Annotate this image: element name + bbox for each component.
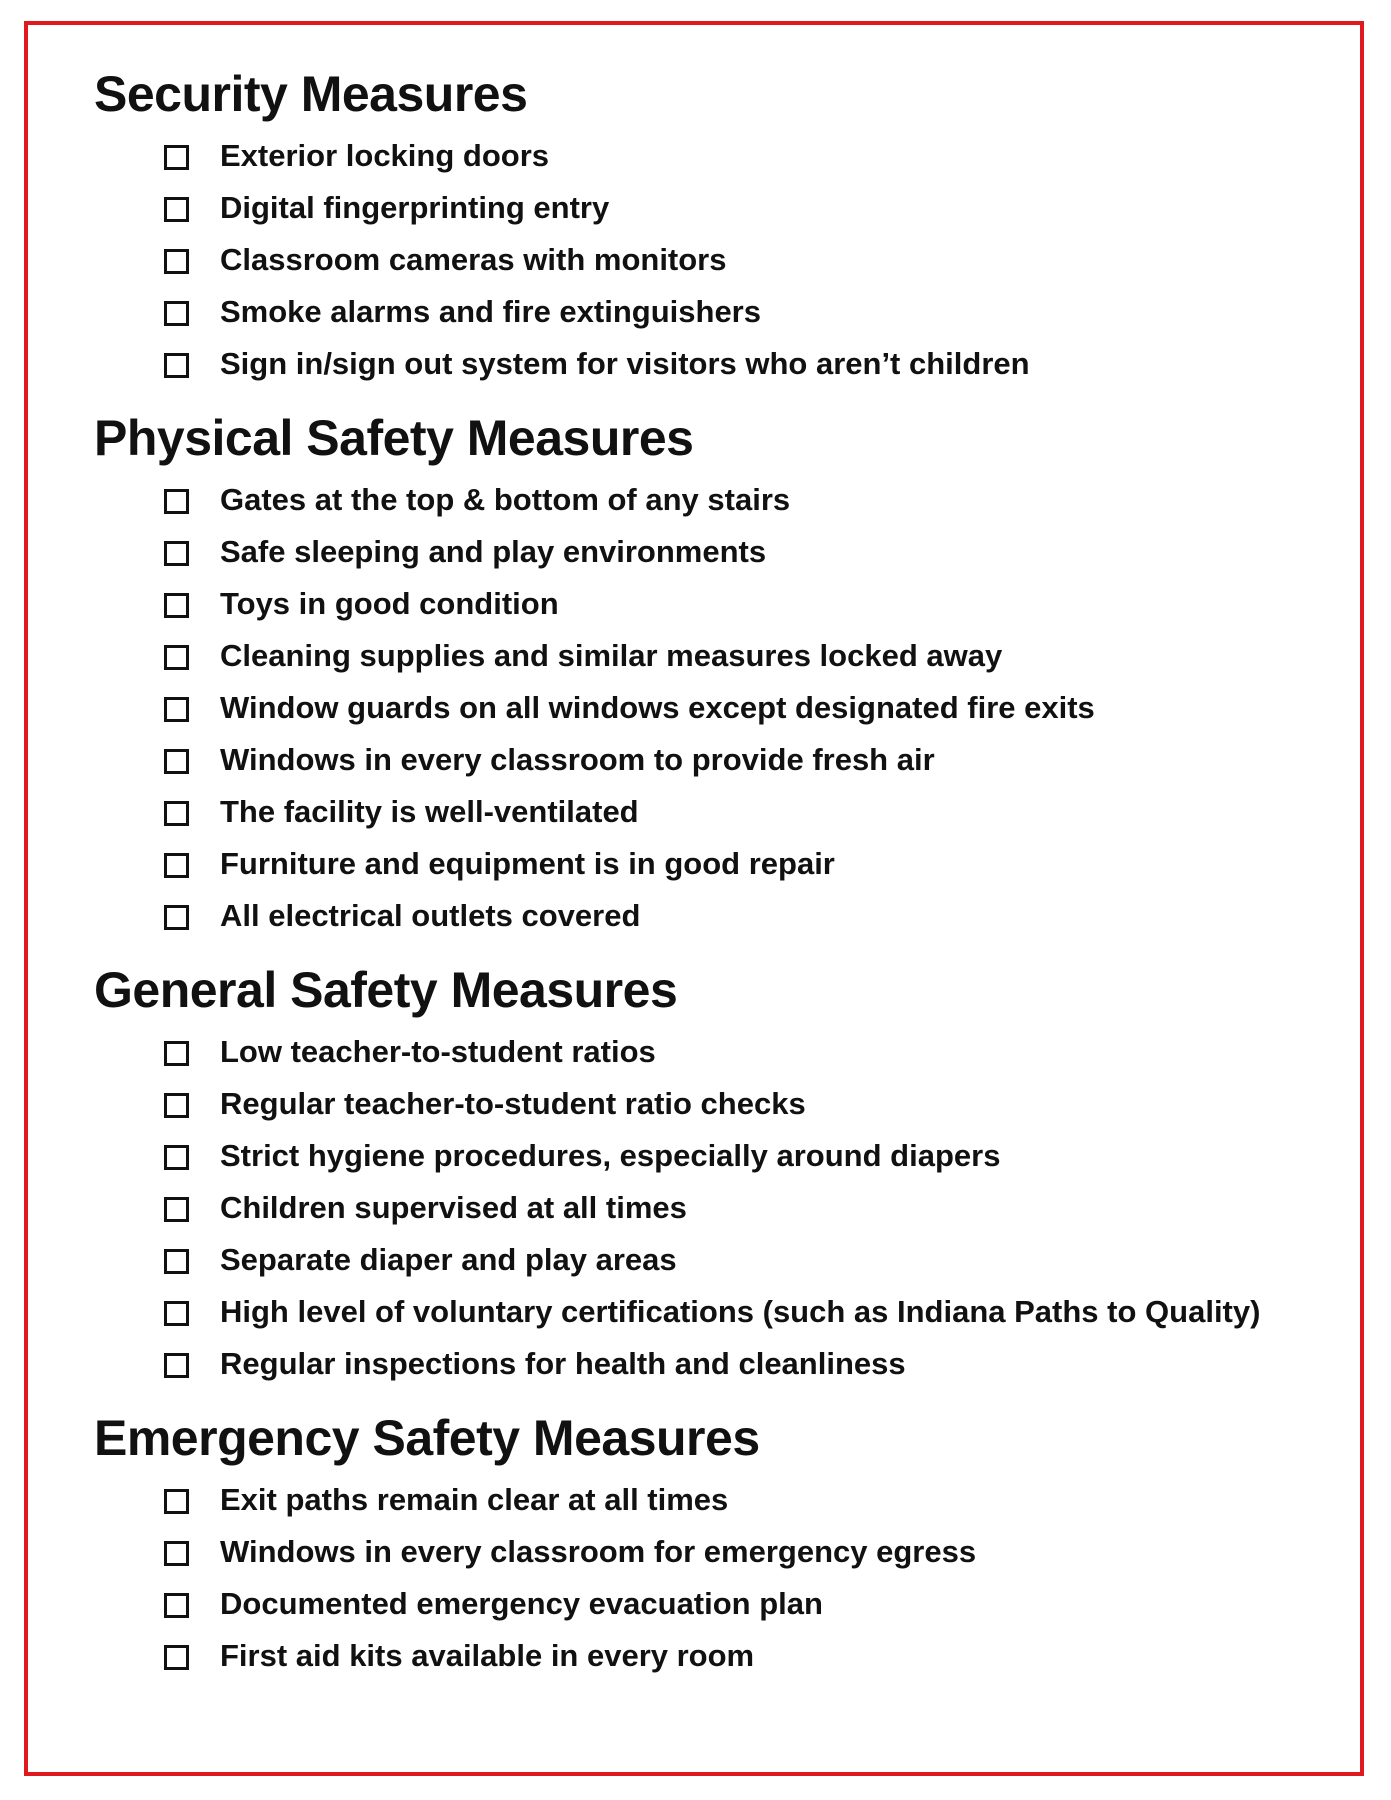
checklist-item — [94, 578, 1334, 630]
item-label: High level of voluntary certifications (such as Indiana Paths to Quality) — [220, 1294, 1261, 1329]
checkbox[interactable] — [164, 1093, 189, 1118]
checklist-item — [94, 1630, 1334, 1682]
checkbox[interactable] — [164, 593, 189, 618]
item-label: Classroom cameras with monitors — [220, 242, 727, 277]
section-title: Security Measures — [94, 66, 528, 122]
item-label: Cleaning supplies and similar measures locked away — [220, 638, 1003, 673]
checklist-item — [94, 1130, 1334, 1182]
checkbox[interactable] — [164, 541, 189, 566]
checklist-document — [94, 58, 1334, 1682]
item-label: Separate diaper and play areas — [220, 1242, 677, 1277]
emergency-safety-measures-section — [94, 1402, 1334, 1682]
section-title: General Safety Measures — [94, 962, 678, 1018]
checkbox[interactable] — [164, 749, 189, 774]
checkbox[interactable] — [164, 301, 189, 326]
checklist-item — [94, 1182, 1334, 1234]
item-label: Exit paths remain clear at all times — [220, 1482, 729, 1517]
checklist-item — [94, 630, 1334, 682]
checklist-item — [94, 1234, 1334, 1286]
item-label: Windows in every classroom for emergency egress — [220, 1534, 977, 1569]
section-title: Emergency Safety Measures — [94, 1410, 760, 1466]
item-label: Exterior locking doors — [220, 138, 550, 173]
checkbox[interactable] — [164, 645, 189, 670]
checklist-item — [94, 1286, 1334, 1338]
checklist — [94, 474, 1334, 942]
checklist-item — [94, 182, 1334, 234]
checkbox[interactable] — [164, 489, 189, 514]
checkbox[interactable] — [164, 249, 189, 274]
checklist-item — [94, 130, 1334, 182]
checkbox[interactable] — [164, 853, 189, 878]
checklist-item — [94, 890, 1334, 942]
item-label: Strict hygiene procedures, especially around diapers — [220, 1138, 1001, 1173]
security-measures-section — [94, 58, 1334, 390]
general-safety-measures-section — [94, 954, 1334, 1390]
item-label: Sign in/sign out system for visitors who aren’t children — [220, 346, 1030, 381]
checkbox[interactable] — [164, 905, 189, 930]
checkbox[interactable] — [164, 801, 189, 826]
checkbox[interactable] — [164, 1041, 189, 1066]
checklist — [94, 130, 1334, 390]
checklist-item — [94, 526, 1334, 578]
checklist-item — [94, 1526, 1334, 1578]
item-label: Documented emergency evacuation plan — [220, 1586, 823, 1621]
checklist-item — [94, 682, 1334, 734]
item-label: All electrical outlets covered — [220, 898, 641, 933]
checklist-item — [94, 1026, 1334, 1078]
checklist-item — [94, 786, 1334, 838]
checklist-item — [94, 1474, 1334, 1526]
checkbox[interactable] — [164, 1353, 189, 1378]
item-label: Regular teacher-to-student ratio checks — [220, 1086, 806, 1121]
checkbox[interactable] — [164, 145, 189, 170]
checklist-item — [94, 1078, 1334, 1130]
item-label: Low teacher-to-student ratios — [220, 1034, 656, 1069]
checkbox[interactable] — [164, 1145, 189, 1170]
item-label: Regular inspections for health and cleanliness — [220, 1346, 906, 1381]
checkbox[interactable] — [164, 1541, 189, 1566]
checklist-item — [94, 286, 1334, 338]
checkbox[interactable] — [164, 1489, 189, 1514]
item-label: Children supervised at all times — [220, 1190, 687, 1225]
checklist-item — [94, 838, 1334, 890]
checklist-item — [94, 1338, 1334, 1390]
item-label: Safe sleeping and play environments — [220, 534, 767, 569]
checkbox[interactable] — [164, 197, 189, 222]
checklist — [94, 1026, 1334, 1390]
item-label: Toys in good condition — [220, 586, 559, 621]
item-label: Furniture and equipment is in good repair — [220, 846, 835, 881]
section-title: Physical Safety Measures — [94, 410, 694, 466]
checkbox[interactable] — [164, 1301, 189, 1326]
checklist — [94, 1474, 1334, 1682]
checklist-item — [94, 474, 1334, 526]
item-label: First aid kits available in every room — [220, 1638, 755, 1673]
checkbox[interactable] — [164, 697, 189, 722]
checkbox[interactable] — [164, 1249, 189, 1274]
checklist-item — [94, 734, 1334, 786]
item-label: Windows in every classroom to provide fresh air — [220, 742, 935, 777]
checkbox[interactable] — [164, 1197, 189, 1222]
item-label: Gates at the top & bottom of any stairs — [220, 482, 791, 517]
checklist-item — [94, 1578, 1334, 1630]
item-label: Window guards on all windows except designated fire exits — [220, 690, 1095, 725]
checklist-item — [94, 234, 1334, 286]
checkbox[interactable] — [164, 1593, 189, 1618]
checkbox[interactable] — [164, 1645, 189, 1670]
checkbox[interactable] — [164, 353, 189, 378]
item-label: Digital fingerprinting entry — [220, 190, 610, 225]
item-label: Smoke alarms and fire extinguishers — [220, 294, 761, 329]
physical-safety-measures-section — [94, 402, 1334, 942]
item-label: The facility is well-ventilated — [220, 794, 639, 829]
checklist-item — [94, 338, 1334, 390]
